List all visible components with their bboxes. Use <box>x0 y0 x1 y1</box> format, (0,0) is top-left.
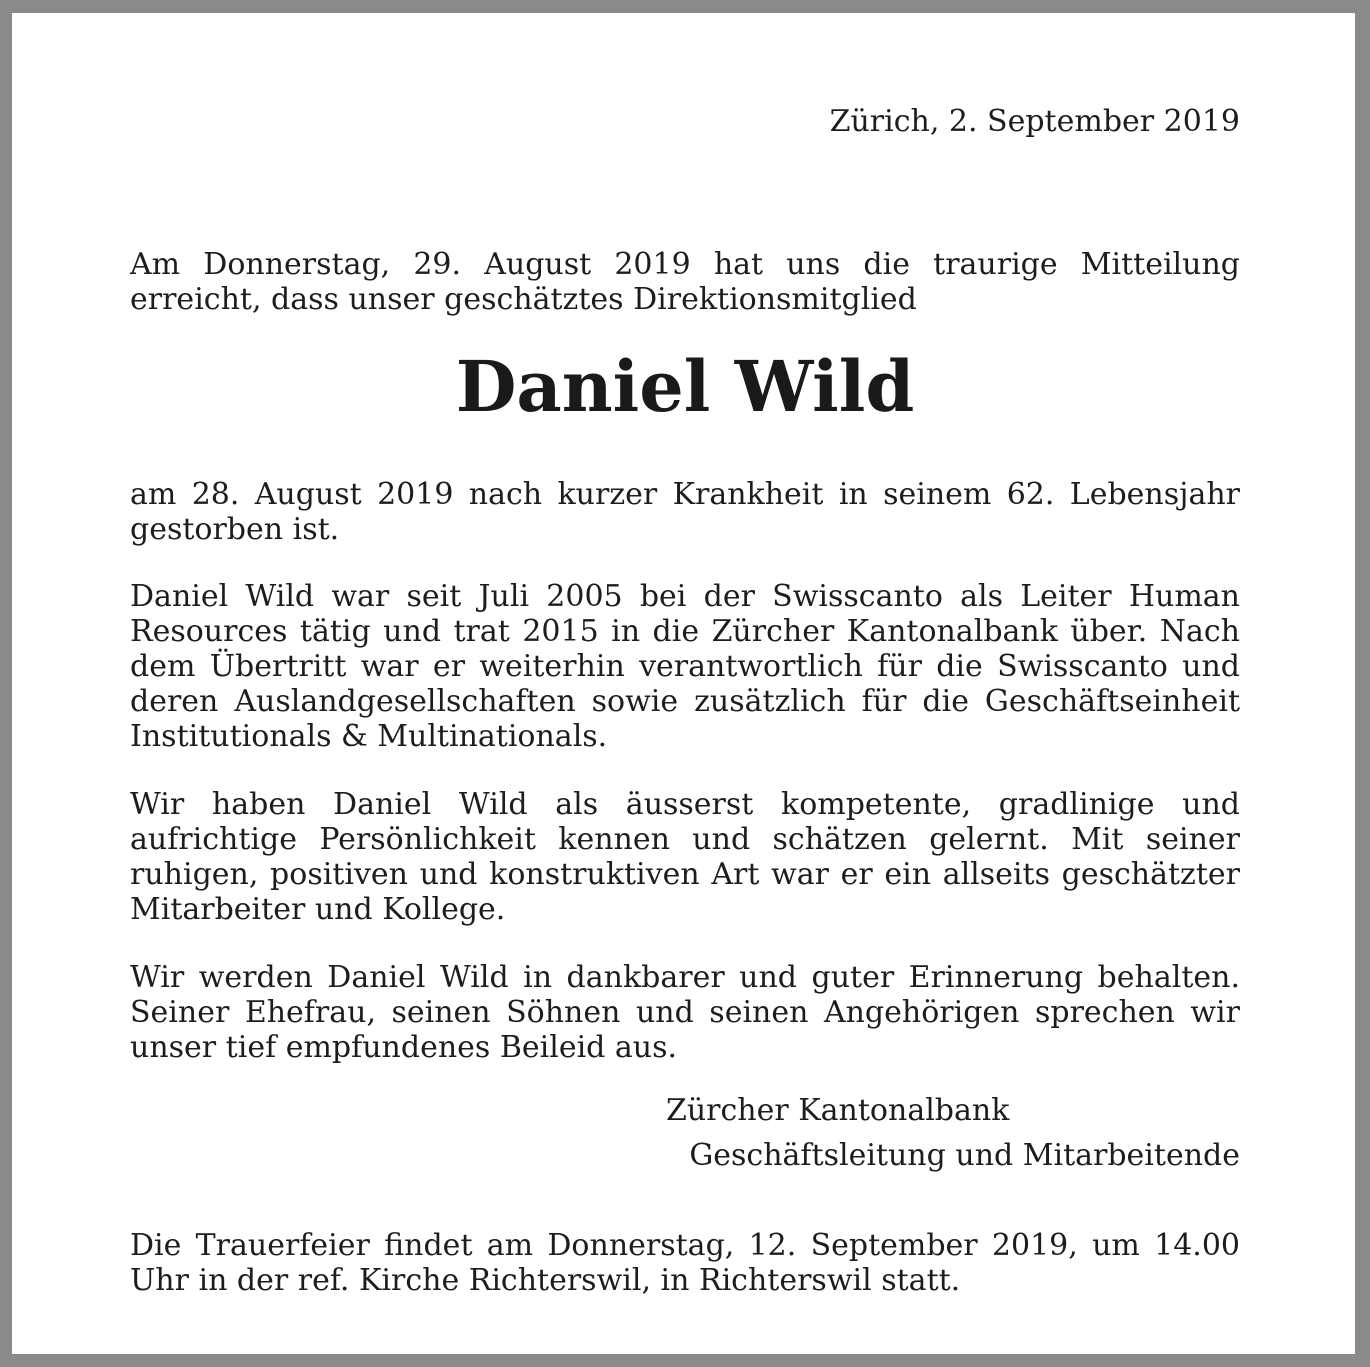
career-paragraph: Daniel Wild war seit Juli 2005 bei der Swisscanto als Leiter Human Resources tätig und trat 2015 in die Zürcher Kantonalbank über. Nach dem Übertritt war er weiterhin verantwortlich für die Swisscanto und deren Auslandgesellschaften sowie zusätzlich für die Geschäftseinheit Institutionals & Multinationals. <box>130 579 1240 754</box>
obituary-page <box>12 13 1355 1354</box>
signature-group: Geschäftsleitung und Mitarbeitende <box>689 1138 1240 1173</box>
intro-paragraph: Am Donnerstag, 29. August 2019 hat uns die traurige Mitteilung erreicht, dass unser geschätztes Direktionsmitglied <box>130 247 1240 317</box>
date-line: Zürich, 2. September 2019 <box>829 104 1240 139</box>
death-paragraph: am 28. August 2019 nach kurzer Krankheit in seinem 62. Lebensjahr gestorben ist. <box>130 477 1240 547</box>
deceased-name: Daniel Wild <box>455 345 915 428</box>
tribute-paragraph: Wir haben Daniel Wild als äusserst kompetente, gradlinige und aufrichtige Persönlichkeit kennen und schätzen gelernt. Mit seiner ruhigen, positiven und konstruktiven Art war er ein allseits geschätzter Mitarbeiter und Kollege. <box>130 787 1240 927</box>
condolence-paragraph: Wir werden Daniel Wild in dankbarer und guter Erinnerung behalten. Seiner Ehefrau, seinen Söhnen und seinen Angehörigen sprechen wir unser tief empfundenes Beileid aus. <box>130 960 1240 1065</box>
signature-organization: Zürcher Kantonalbank <box>666 1093 1010 1128</box>
funeral-paragraph: Die Trauerfeier findet am Donnerstag, 12. September 2019, um 14.00 Uhr in der ref. Kirche Richterswil, in Richterswil statt. <box>130 1228 1240 1298</box>
